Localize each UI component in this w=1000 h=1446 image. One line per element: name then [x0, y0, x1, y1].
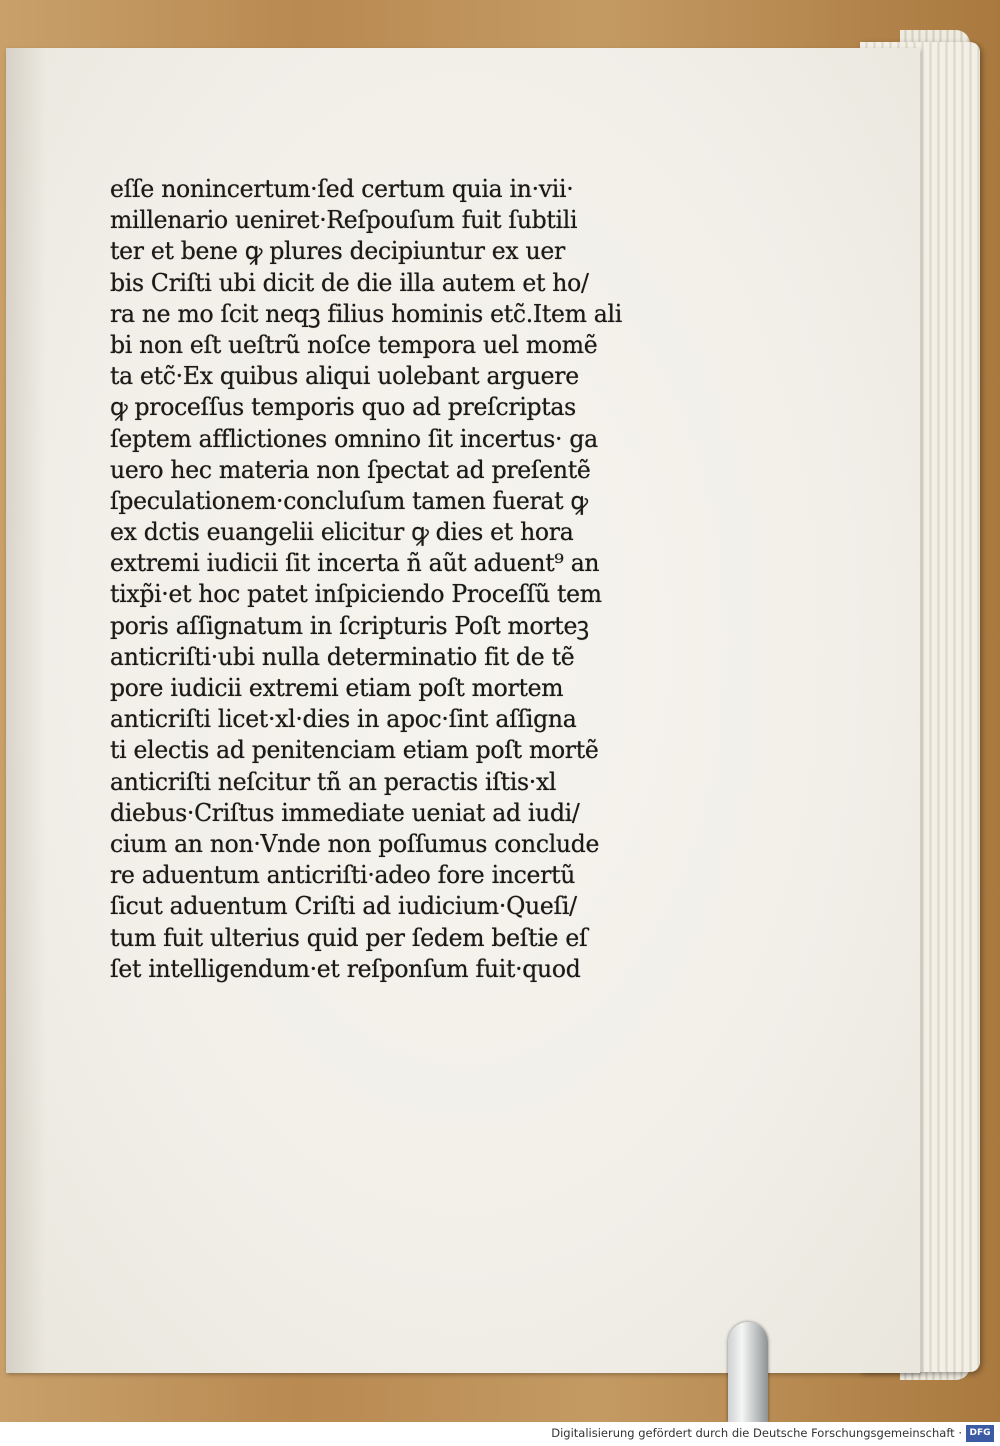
text-line: uero hec materia non ſpectat ad preſentẽ	[110, 455, 591, 484]
text-line: ꝙ proceſſus temporis quo ad preſcriptas	[110, 393, 576, 422]
text-line: tum fuit ulterius quid per ſedem beſtie eſ	[110, 923, 588, 952]
text-line: bi non eſt ueſtrũ noſce tempora uel momẽ	[110, 330, 598, 359]
text-line: diebus·Criſtus immediate ueniat ad iudi/	[110, 798, 580, 827]
text-line: ex dctis euangelii elicitur ꝙ dies et hora	[110, 518, 574, 547]
footer-bar	[0, 1422, 1000, 1446]
text-line: ta etc̃·Ex quibus aliqui uolebant arguere	[110, 362, 579, 391]
text-line: millenario ueniret·Reſpouſum fuit ſubtili	[110, 206, 578, 235]
text-line: re aduentum anticriſti·adeo fore incertũ	[110, 861, 576, 890]
text-line: ſpeculationem·concluſum tamen fuerat ꝙ	[110, 486, 588, 515]
book-page	[6, 48, 920, 1373]
text-line: poris aſſignatum in ſcripturis Poſt morteꝫ	[110, 611, 589, 640]
text-line: tixp̃i·et hoc patet inſpiciendo Proceſſũ tem	[110, 580, 602, 609]
text-line: cium an non·Vnde non poſſumus conclude	[110, 829, 600, 858]
dfg-logo-icon: DFG	[966, 1425, 994, 1442]
text-line: ſicut aduentum Criſti ad iudicium·Queſi/	[110, 892, 577, 921]
text-line: anticriſti·ubi nulla determinatio fit de tẽ	[110, 642, 575, 671]
text-line: bis Criſti ubi dicit de die illa autem et ho/	[110, 268, 589, 297]
funding-note: Digitalisierung gefördert durch die Deutsche Forschungsgemeinschaft ·	[551, 1426, 962, 1440]
text-line: ti electis ad penitenciam etiam poſt mortẽ	[110, 736, 599, 765]
text-line: anticriſti neſcitur tñ an peractis iſtis·xl	[110, 767, 557, 796]
text-line: extremi iudicii ſit incerta ñ aũt aduent⁹ an	[110, 549, 600, 578]
text-line: anticriſti licet·xl·dies in apoc·ſint aſſigna	[110, 705, 577, 734]
text-line: eſſe nonincertum·ſed certum quia in·vii·	[110, 175, 574, 203]
text-line: pore iudicii extremi etiam poſt mortem	[110, 674, 564, 702]
text-block	[110, 174, 670, 985]
text-line: ſet intelligendum·et reſponſum fuit·quod	[110, 954, 581, 983]
text-line: ra ne mo ſcit neqꝫ filius hominis etc̃.Item ali	[110, 299, 622, 328]
text-line: ſeptem afflictiones omnino ſit incertus· ga	[110, 424, 598, 453]
page-clip	[728, 1322, 768, 1422]
text-line: ter et bene ꝙ plures decipiuntur ex uer	[110, 237, 565, 266]
